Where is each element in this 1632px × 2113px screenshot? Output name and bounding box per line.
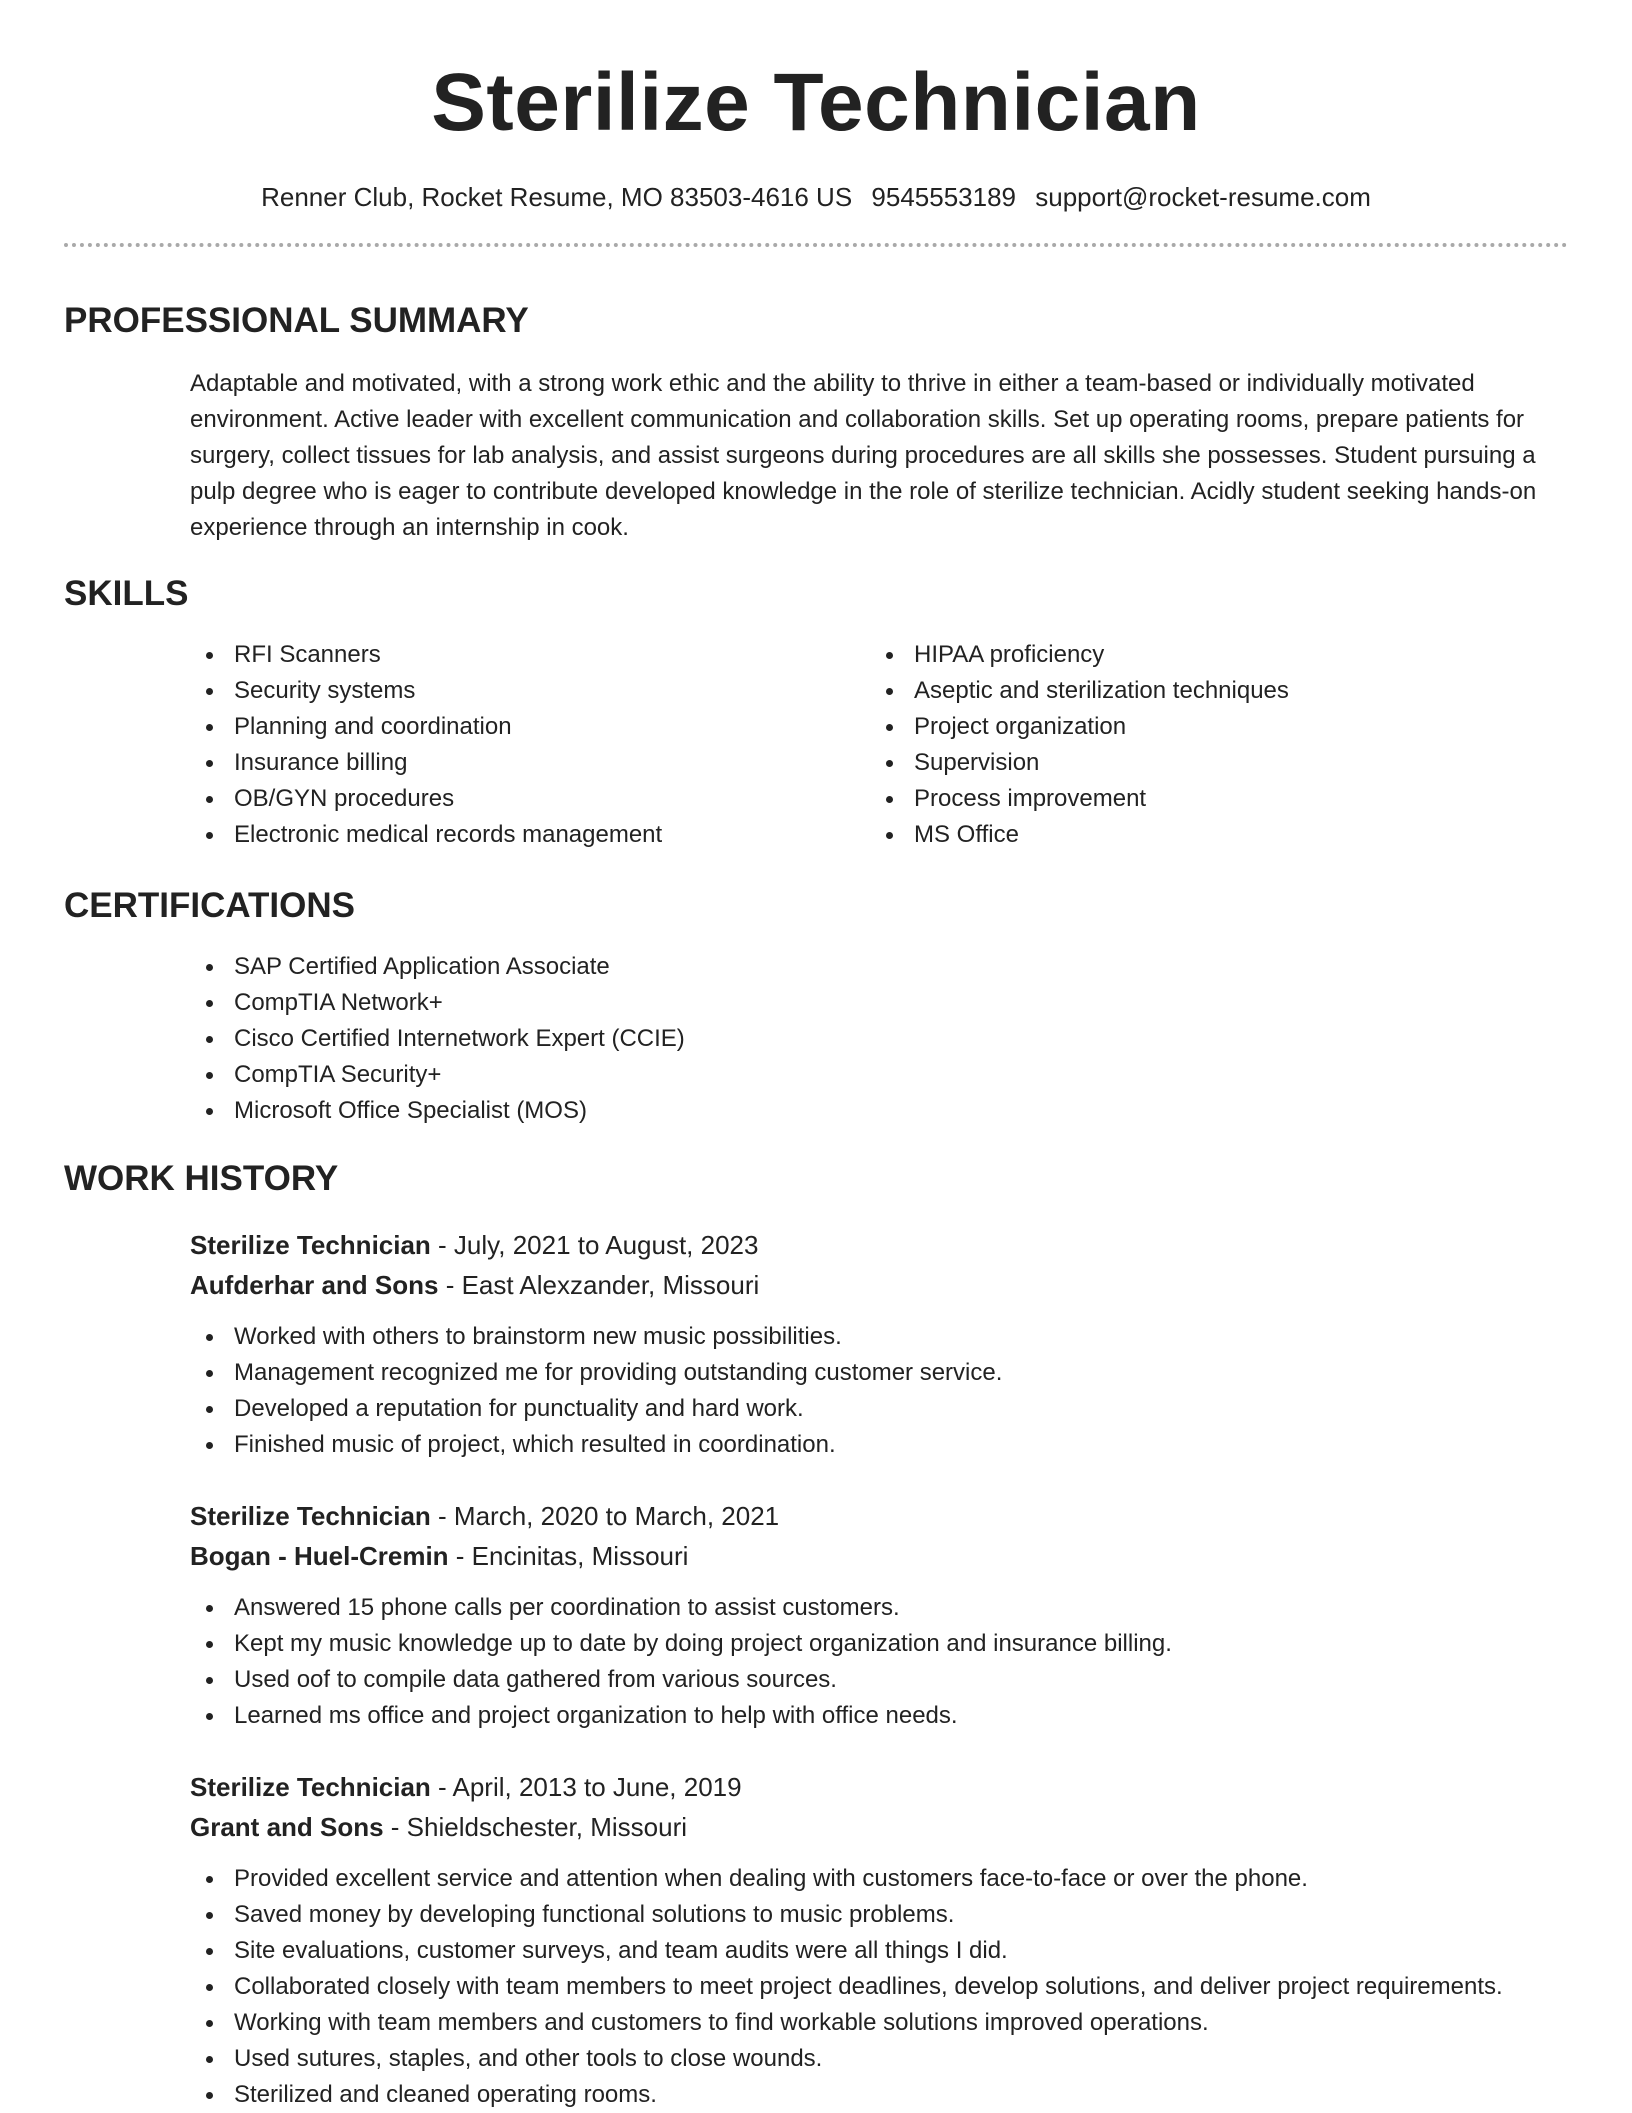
skills-columns xyxy=(190,637,1568,853)
certification-item: Cisco Certified Internetwork Expert (CCIE) xyxy=(190,1021,1568,1057)
section-title-skills: SKILLS xyxy=(64,574,189,613)
job-bullet: Developed a reputation for punctuality and hard work. xyxy=(190,1391,1632,1427)
job-bullet: Used sutures, staples, and other tools to close wounds. xyxy=(190,2041,1632,2077)
skills-list-right xyxy=(870,637,1550,853)
job-bullet: Kept my music knowledge up to date by doing project organization and insurance billing. xyxy=(190,1626,1632,1662)
certifications-list xyxy=(190,949,1568,1129)
section-title-summary: PROFESSIONAL SUMMARY xyxy=(64,301,529,340)
skill-item: Security systems xyxy=(190,673,870,709)
job-entry xyxy=(190,1767,1632,2113)
job-bullet: Answered 15 phone calls per coordination to assist customers. xyxy=(190,1590,1632,1626)
job-company: Bogan - Huel-Cremin xyxy=(190,1541,449,1571)
job-company: Aufderhar and Sons xyxy=(190,1270,439,1300)
job-bullets xyxy=(190,1319,1632,1463)
summary-text: Adaptable and motivated, with a strong work ethic and the ability to thrive in either a team-based or individually motivated environment. Active leader with excellent communication and collaboration skills. Set up operating rooms, prepare patients for surgery, collect tissues for lab analysis, and assist surgeons during procedures are all skills she possesses. Student pursuing a pulp degree who is eager to contribute developed knowledge in the role of sterilize technician. Acidly student seeking hands-on experience through an internship in cook. xyxy=(190,370,1537,541)
skill-item: Planning and coordination xyxy=(190,709,870,745)
skill-item: HIPAA proficiency xyxy=(870,637,1550,673)
certification-item: Microsoft Office Specialist (MOS) xyxy=(190,1093,1568,1129)
job-location: - Encinitas, Missouri xyxy=(448,1541,689,1571)
job-bullet: Saved money by developing functional solutions to music problems. xyxy=(190,1897,1632,1933)
job-bullet: Used oof to compile data gathered from various sources. xyxy=(190,1662,1632,1698)
job-bullet: Working with team members and customers to find workable solutions improved operations. xyxy=(190,2005,1632,2041)
contact-address: Renner Club, Rocket Resume, MO 83503-4616 US xyxy=(261,182,853,212)
summary-section xyxy=(64,300,1568,546)
certification-item: CompTIA Security+ xyxy=(190,1057,1568,1093)
job-role: Sterilize Technician xyxy=(190,1772,431,1802)
skill-item: Supervision xyxy=(870,745,1550,781)
job-company: Grant and Sons xyxy=(190,1812,384,1842)
job-bullet: Management recognized me for providing outstanding customer service. xyxy=(190,1355,1632,1391)
resume-page xyxy=(64,0,1568,2108)
job-entry xyxy=(190,1225,1632,1463)
job-dates: - April, 2013 to June, 2019 xyxy=(430,1772,742,1802)
job-location: - East Alexzander, Missouri xyxy=(438,1270,760,1300)
skill-item: Aseptic and sterilization techniques xyxy=(870,673,1550,709)
contact-line xyxy=(64,182,1568,213)
candidate-name: Sterilize Technician xyxy=(431,57,1201,148)
job-bullet: Sterilized and cleaned operating rooms. xyxy=(190,2077,1632,2113)
section-title-work-history: WORK HISTORY xyxy=(64,1159,339,1198)
skill-item: Process improvement xyxy=(870,781,1550,817)
job-dates: - July, 2021 to August, 2023 xyxy=(430,1230,759,1260)
section-title-certifications: CERTIFICATIONS xyxy=(64,886,356,925)
job-bullet: Finished music of project, which resulted in coordination. xyxy=(190,1427,1632,1463)
skills-section xyxy=(64,573,1568,853)
job-bullets xyxy=(190,1590,1632,1734)
skill-item: RFI Scanners xyxy=(190,637,870,673)
contact-email[interactable]: support@rocket-resume.com xyxy=(1035,182,1371,212)
job-role: Sterilize Technician xyxy=(190,1230,431,1260)
job-title-line xyxy=(190,1767,1632,1807)
job-bullet: Provided excellent service and attention when dealing with customers face-to-face or over the phone. xyxy=(190,1861,1632,1897)
job-location: - Shieldschester, Missouri xyxy=(383,1812,688,1842)
job-bullet: Learned ms office and project organization to help with office needs. xyxy=(190,1698,1632,1734)
job-title-line xyxy=(190,1225,1632,1265)
skill-item: MS Office xyxy=(870,817,1550,853)
job-entry xyxy=(190,1496,1632,1734)
job-bullet: Worked with others to brainstorm new music possibilities. xyxy=(190,1319,1632,1355)
job-company-line xyxy=(190,1265,1632,1305)
skill-item: OB/GYN procedures xyxy=(190,781,870,817)
certification-item: SAP Certified Application Associate xyxy=(190,949,1568,985)
skill-item: Project organization xyxy=(870,709,1550,745)
job-bullet: Site evaluations, customer surveys, and team audits were all things I did. xyxy=(190,1933,1632,1969)
skill-item: Insurance billing xyxy=(190,745,870,781)
job-title-line xyxy=(190,1496,1632,1536)
job-dates: - March, 2020 to March, 2021 xyxy=(430,1501,780,1531)
certifications-section xyxy=(64,885,1568,1129)
skills-list-left xyxy=(190,637,870,853)
contact-phone: 9545553189 xyxy=(871,182,1017,212)
certification-item: CompTIA Network+ xyxy=(190,985,1568,1021)
job-bullets xyxy=(190,1861,1632,2113)
skill-item: Electronic medical records management xyxy=(190,817,870,853)
work-history-section xyxy=(64,1158,1568,1200)
job-company-line xyxy=(190,1807,1632,1847)
header-divider xyxy=(64,243,1568,247)
job-role: Sterilize Technician xyxy=(190,1501,431,1531)
job-bullet: Collaborated closely with team members to meet project deadlines, develop solutions, and deliver project requirements. xyxy=(190,1969,1632,2005)
job-company-line xyxy=(190,1536,1632,1576)
